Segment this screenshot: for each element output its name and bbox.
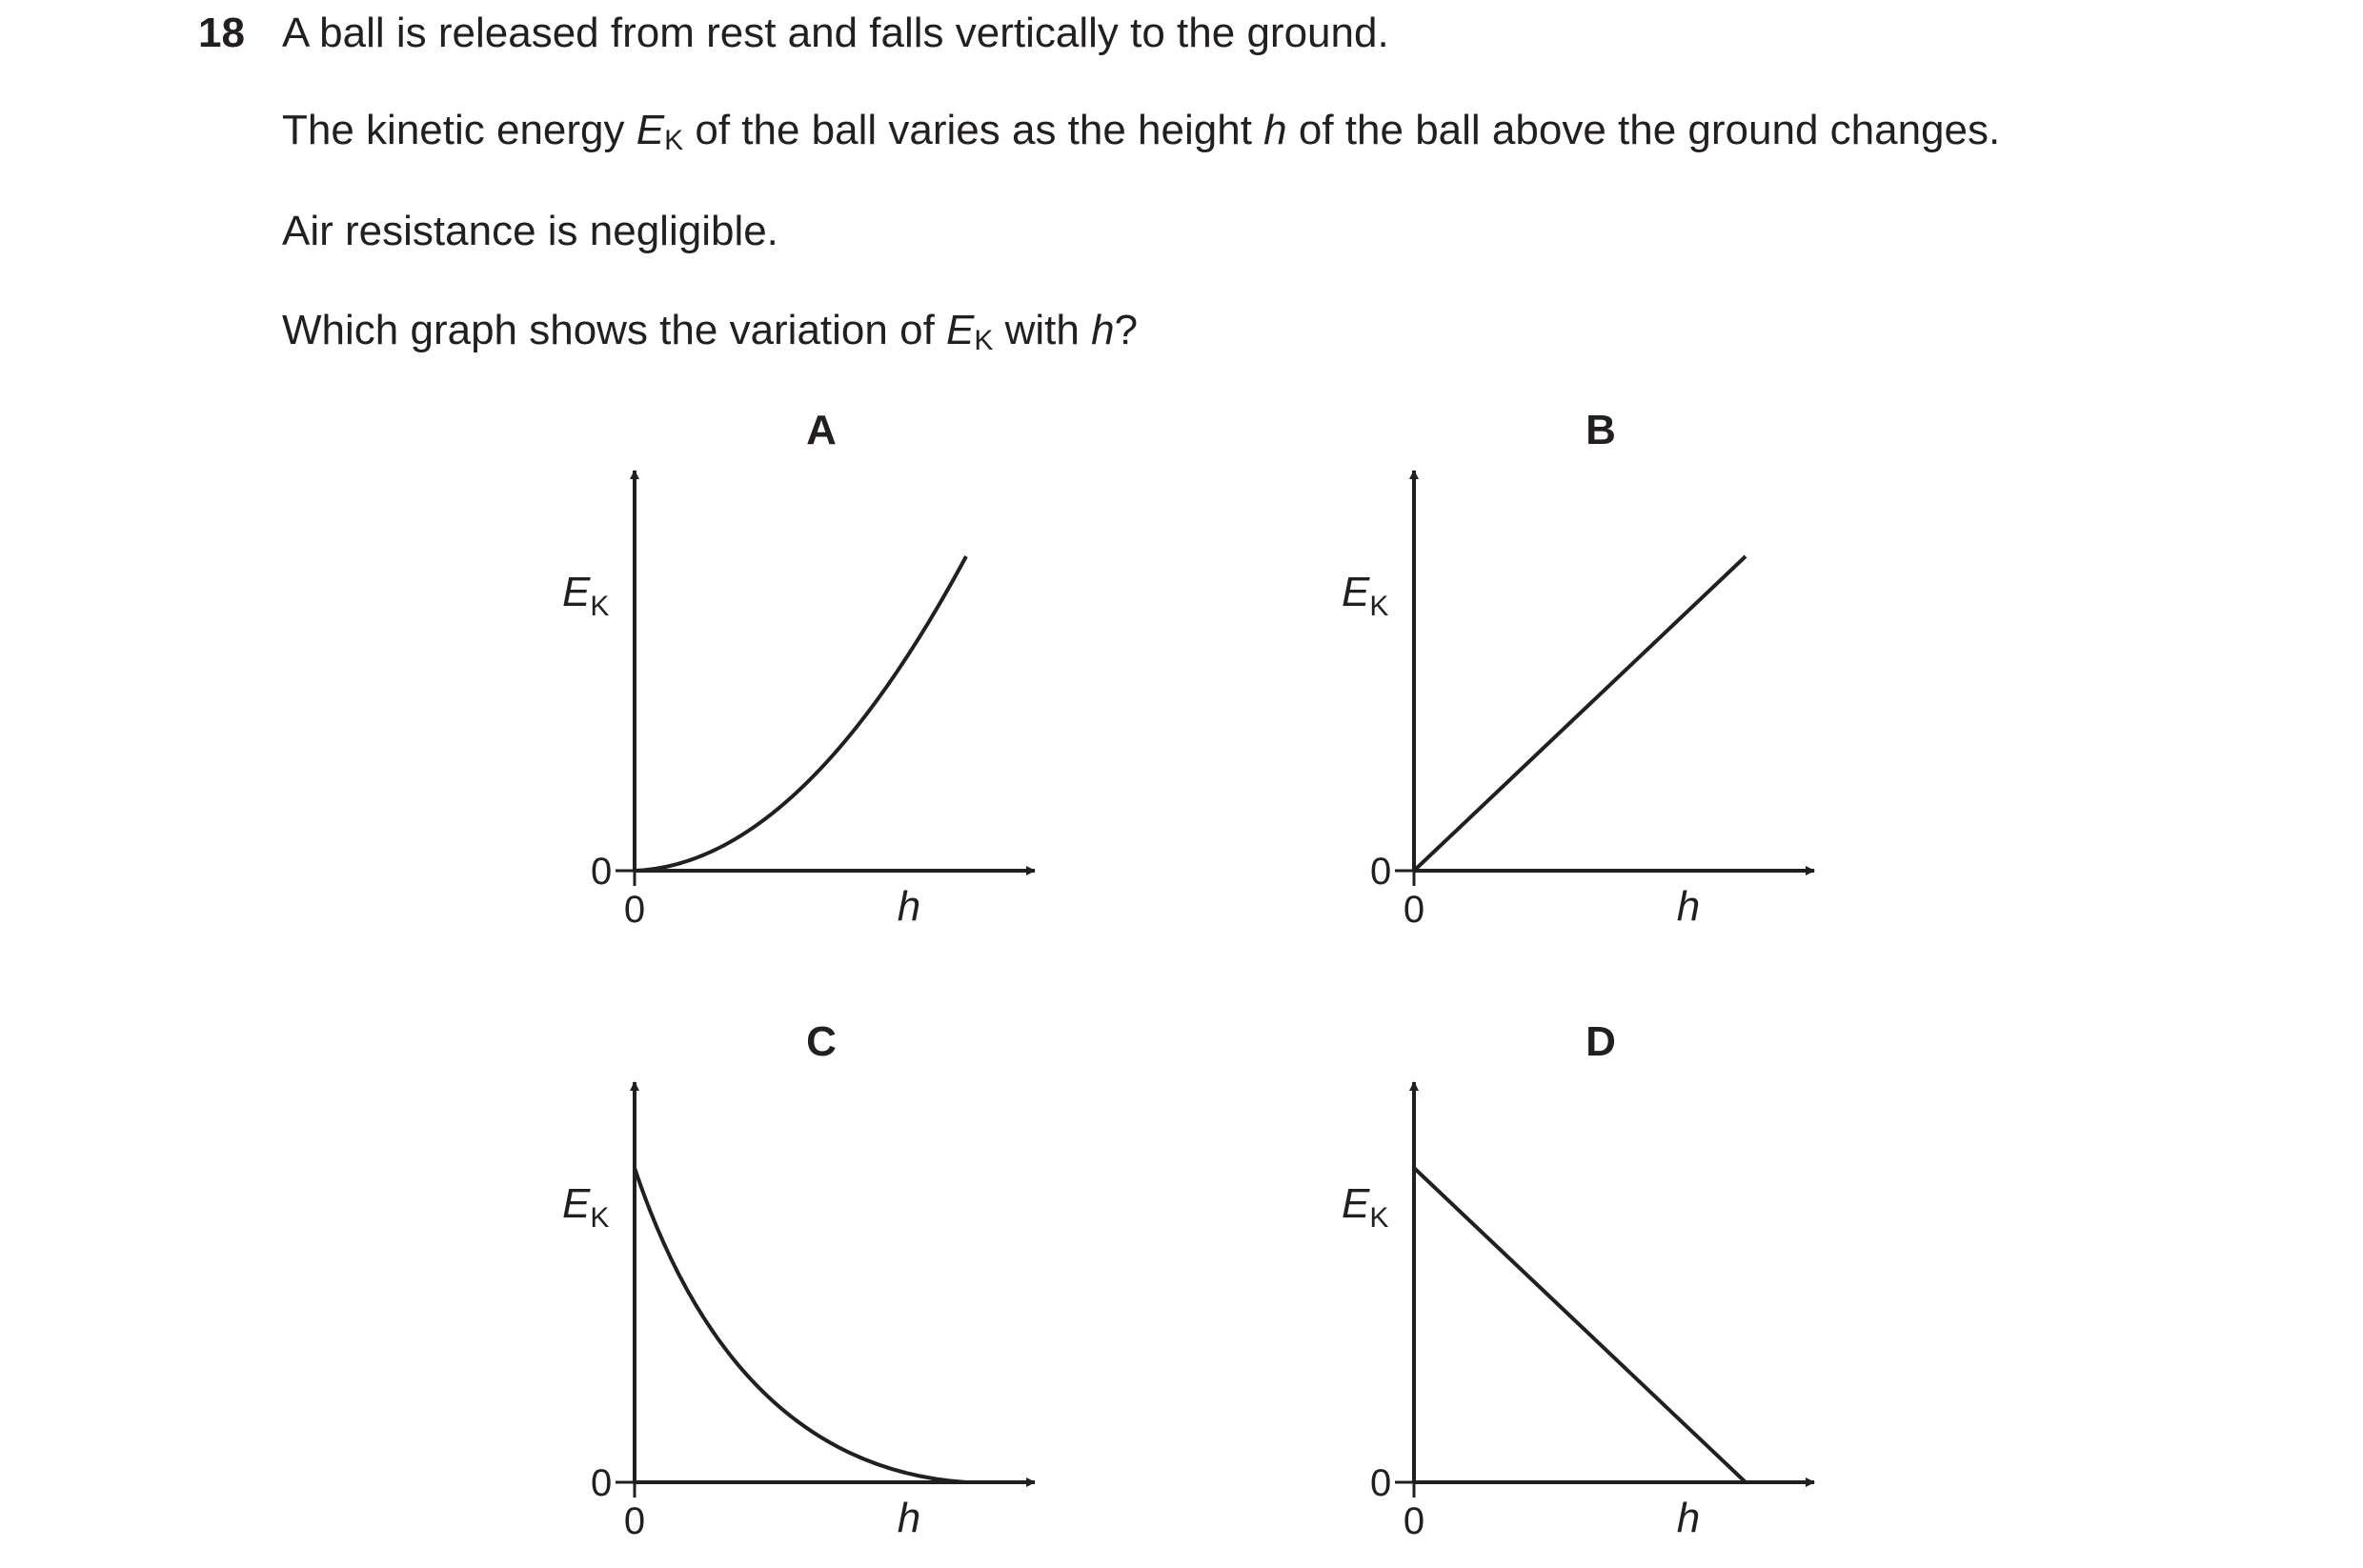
line2-text-b: of the ball varies as the height — [683, 107, 1264, 153]
y-axis-label-e: E — [562, 569, 591, 615]
y-axis-label-sub: K — [590, 1202, 610, 1234]
symbol-k: K — [974, 325, 994, 356]
x-tick-label: 0 — [623, 1500, 646, 1542]
x-axis-label: h — [897, 883, 921, 930]
symbol-e: E — [946, 307, 975, 353]
y-axis-label — [1342, 1180, 1388, 1234]
panel-label-b: B — [1585, 407, 1616, 453]
symbol-h: h — [1263, 107, 1287, 153]
data-curve — [1414, 1168, 1746, 1482]
symbol-h: h — [1091, 307, 1115, 353]
question-line-3: Air resistance is negligible. — [282, 208, 778, 254]
symbol-e: E — [636, 107, 665, 153]
data-curve — [635, 1168, 966, 1482]
graph-c — [562, 1018, 1035, 1542]
line2-text-a: The kinetic energy — [282, 107, 636, 153]
x-axis-label: h — [1676, 883, 1701, 930]
question-number: 18 — [198, 10, 245, 56]
x-tick-label: 0 — [623, 889, 646, 931]
y-tick-label: 0 — [1370, 851, 1392, 893]
line4-text-a: Which graph shows the variation of — [282, 307, 947, 353]
data-curve — [1414, 556, 1746, 871]
line2-text-c: of the ball above the ground changes. — [1286, 107, 2001, 153]
y-axis-label-e: E — [562, 1180, 591, 1227]
data-curve — [635, 556, 966, 871]
y-axis-label-e: E — [1342, 569, 1370, 615]
y-axis-label-sub: K — [1369, 1202, 1389, 1234]
panel-label-c: C — [806, 1018, 837, 1065]
x-tick-label: 0 — [1403, 889, 1425, 931]
y-axis-label — [1342, 569, 1388, 622]
y-axis-label-sub: K — [1369, 591, 1389, 622]
x-axis-label: h — [1676, 1495, 1701, 1541]
y-axis-label — [562, 569, 609, 622]
question-line-1: A ball is released from rest and falls vertically to the ground. — [282, 10, 1389, 56]
y-tick-label: 0 — [1370, 1462, 1392, 1504]
y-tick-label: 0 — [591, 1462, 613, 1504]
graph-a — [562, 407, 1035, 931]
symbol-k: K — [664, 125, 684, 156]
y-axis-label-e: E — [1342, 1180, 1370, 1227]
panel-label-a: A — [806, 407, 837, 453]
y-axis-label-sub: K — [590, 591, 610, 622]
y-axis-label — [562, 1180, 609, 1234]
line4-text-b: with — [993, 307, 1092, 353]
graph-d — [1342, 1018, 1814, 1542]
line4-text-c: ? — [1114, 307, 1139, 353]
graph-b — [1342, 407, 1814, 931]
x-tick-label: 0 — [1403, 1500, 1425, 1542]
y-tick-label: 0 — [591, 851, 613, 893]
panel-label-d: D — [1585, 1018, 1616, 1065]
x-axis-label: h — [897, 1495, 921, 1541]
